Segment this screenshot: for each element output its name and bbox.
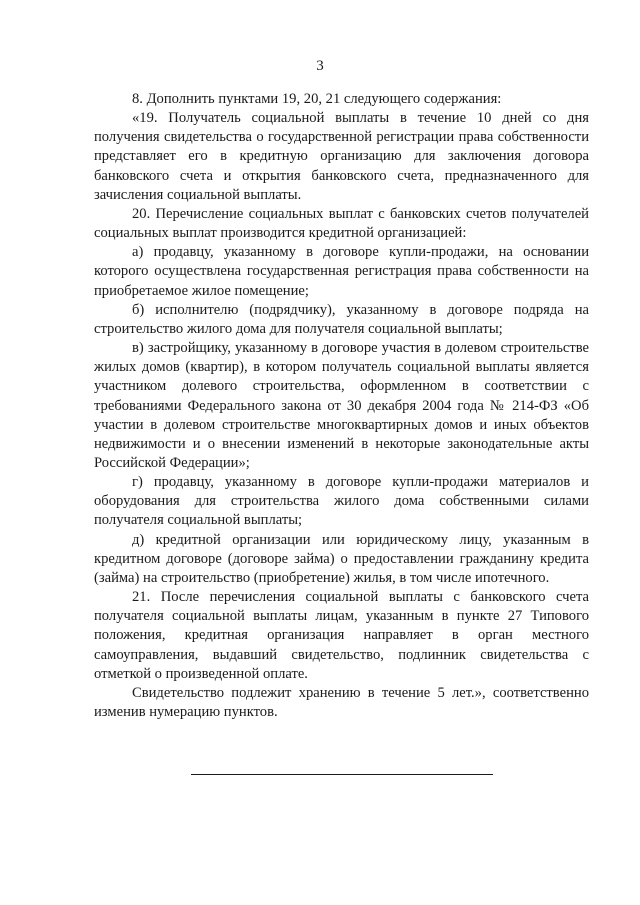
- closing-divider-line: [191, 774, 493, 775]
- document-body: [94, 90, 589, 722]
- paragraph-subitem-g: г) продавцу, указанному в договоре купли-продажи материалов и оборудования для строительства жилого дома собственными силами получателя социальной выплаты;: [94, 474, 589, 529]
- paragraph-intro: 8. Дополнить пунктами 19, 20, 21 следующего содержания:: [132, 91, 502, 107]
- paragraph-item-20: 20. Перечисление социальных выплат с банковских счетов получателей социальных выплат производится кредитной организацией:: [94, 205, 589, 242]
- paragraph-subitem-b: б) исполнителю (подрядчику), указанному в договоре подряда на строительство жилого дома для получателя социальной выплаты;: [94, 301, 589, 337]
- paragraph-subitem-d: д) кредитной организации или юридическому лицу, указанным в кредитном договоре (договоре займа) о предоставлении гражданину кредита (займа) на строительство (приобретение) жилья, в том числе ипотечного.: [94, 531, 589, 586]
- paragraph-item-19: «19. Получатель социальной выплаты в течение 10 дней со дня получения свидетельства о государственной регистрации права собственности представляет его в кредитную организацию для заключения договора банковского счета и открытия банковского счета, предназначенного для зачисления социальной выплаты.: [94, 110, 589, 203]
- paragraph-subitem-a: а) продавцу, указанному в договоре купли-продажи, на основании которого осуществлена государственная регистрация права собственности на приобретаемое жилое помещение;: [94, 244, 589, 299]
- paragraph-closing: Свидетельство подлежит хранению в течение 5 лет.», соответственно изменив нумерацию пунктов.: [94, 684, 589, 720]
- page-number: 3: [316, 58, 324, 74]
- paragraph-item-21: 21. После перечисления социальной выплаты с банковского счета получателя социальной выплаты лицам, указанным в пункте 27 Типового положения, кредитная организация направляет в орган местного самоуправления, выдавший свидетельство, подлинник свидетельства с отметкой о произведенной оплате.: [94, 589, 589, 682]
- paragraph-subitem-v: в) застройщику, указанному в договоре участия в долевом строительстве жилых домов (квартир), в котором получатель социальной выплаты является участником долевого строительства, оформленном в соответствии с требованиями Федерального закона от 30 декабря 2004 года № 214-ФЗ «Об участии в долевом строительстве многоквартирных домов и иных объектов недвижимости и о внесении изменений в некоторые законодательные акты Российской Федерации»;: [94, 340, 589, 471]
